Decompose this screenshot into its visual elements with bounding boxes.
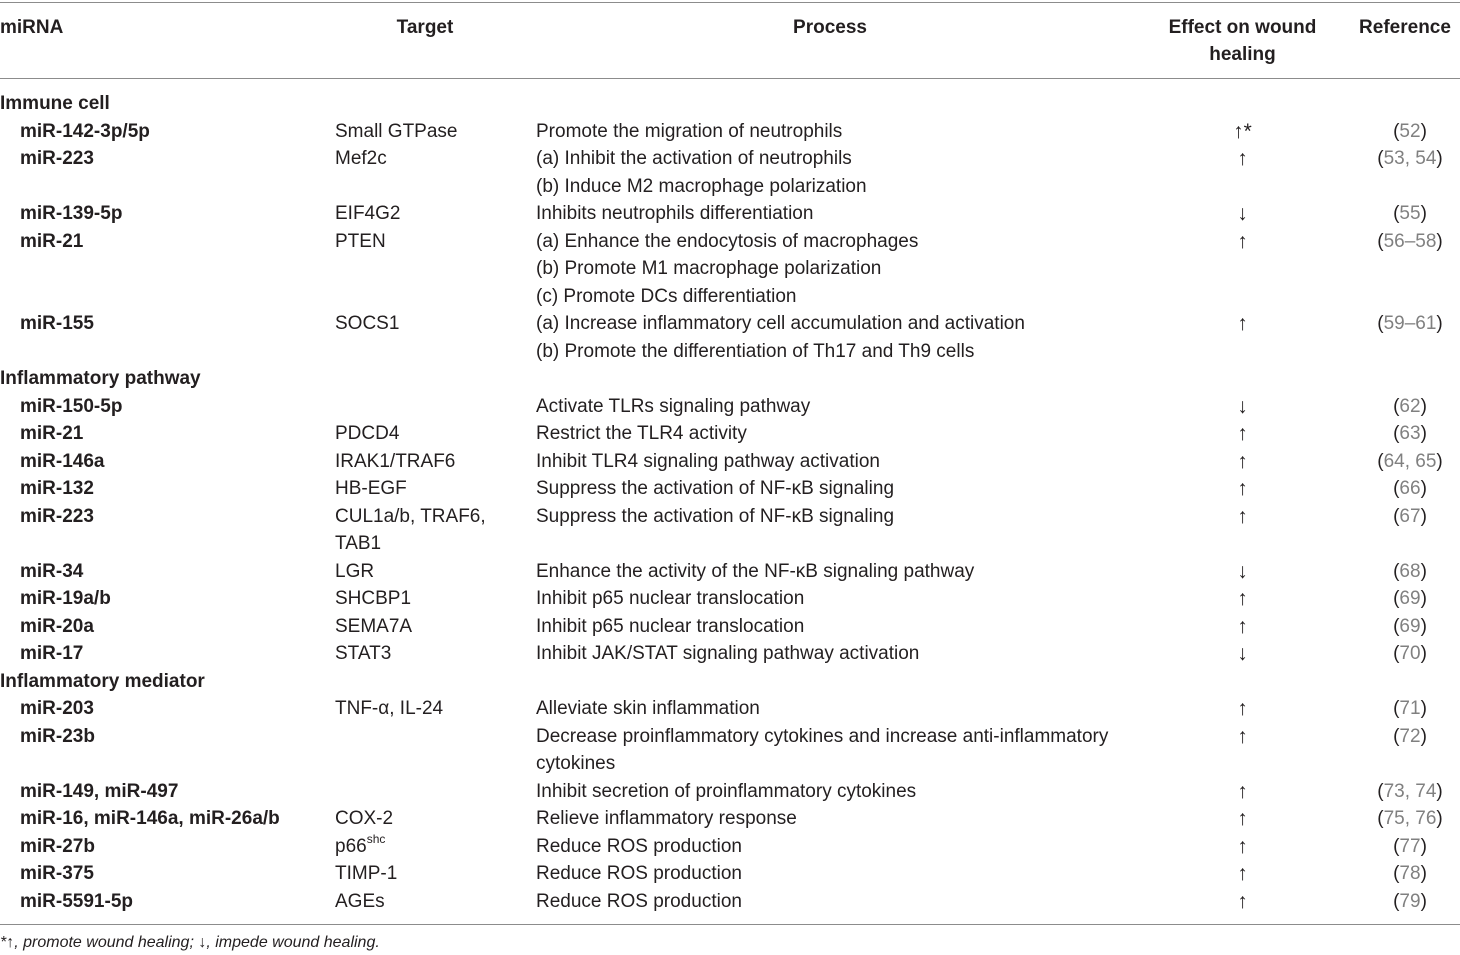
mirna-cell: miR-17 bbox=[20, 643, 84, 664]
table-row bbox=[0, 723, 1460, 751]
header-effect bbox=[1150, 14, 1335, 68]
reference-link[interactable]: 71 bbox=[1399, 698, 1421, 719]
target-text: CUL1a/b, TRAF6, bbox=[335, 505, 486, 527]
reference-link[interactable]: 70 bbox=[1399, 643, 1421, 664]
table-row bbox=[0, 805, 1460, 833]
mirna-cell: miR-27b bbox=[20, 835, 95, 857]
target-cell bbox=[335, 530, 381, 558]
table-bottom-rule bbox=[0, 924, 1460, 925]
target-text: Small GTPase bbox=[335, 120, 458, 142]
target-cell bbox=[335, 558, 374, 586]
reference-link[interactable]: 78 bbox=[1399, 863, 1421, 884]
table-row bbox=[0, 888, 1460, 916]
process-cell: Inhibit secretion of proinflammatory cytokines bbox=[536, 780, 917, 802]
process-cell: (b) Promote the differentiation of Th17 and Th9 cells bbox=[536, 340, 975, 362]
target-cell bbox=[335, 310, 399, 338]
effect-cell: ↑ bbox=[1237, 779, 1248, 803]
effect-cell: ↑ bbox=[1237, 724, 1248, 748]
reference-cell: (63) bbox=[1393, 423, 1427, 444]
effect-cell: ↑ bbox=[1237, 147, 1248, 170]
effect-cell: ↑* bbox=[1233, 119, 1252, 143]
process-cell: Decrease proinflammatory cytokines and increase anti-inflammatory bbox=[536, 725, 1109, 747]
table-row bbox=[0, 228, 1460, 256]
header-target: Target bbox=[396, 17, 454, 38]
target-text: p66 bbox=[335, 835, 367, 857]
target-text: IRAK1/TRAF6 bbox=[335, 450, 456, 472]
table-row bbox=[0, 695, 1460, 723]
target-text: PDCD4 bbox=[335, 423, 400, 444]
process-cell: Suppress the activation of NF-κB signaling bbox=[536, 478, 895, 499]
process-cell: Reduce ROS production bbox=[536, 863, 742, 884]
reference-link[interactable]: 52 bbox=[1399, 120, 1421, 142]
process-cell: (a) Enhance the endocytosis of macrophages bbox=[536, 230, 919, 252]
reference-link[interactable]: 75, 76 bbox=[1383, 808, 1437, 829]
effect-cell: ↑ bbox=[1237, 422, 1248, 445]
target-cell bbox=[335, 118, 457, 146]
table-row bbox=[0, 118, 1460, 146]
reference-link[interactable]: 56–58 bbox=[1383, 230, 1437, 252]
target-text: STAT3 bbox=[335, 643, 392, 664]
process-cell: (c) Promote DCs differentiation bbox=[536, 285, 797, 307]
table-top-rule bbox=[0, 2, 1460, 3]
reference-link[interactable]: 67 bbox=[1399, 505, 1421, 527]
reference-cell: (77) bbox=[1393, 835, 1427, 857]
target-cell bbox=[335, 613, 412, 641]
header-effect-line1: Effect on wound bbox=[1168, 17, 1317, 38]
reference-cell: (68) bbox=[1393, 560, 1427, 582]
reference-link[interactable]: 72 bbox=[1399, 725, 1421, 747]
header-reference: Reference bbox=[1359, 17, 1451, 38]
process-cell: Relieve inflammatory response bbox=[536, 808, 797, 829]
process-cell: Reduce ROS production bbox=[536, 835, 742, 857]
target-cell bbox=[335, 448, 455, 476]
reference-link[interactable]: 77 bbox=[1399, 835, 1421, 857]
table-row-continuation bbox=[0, 750, 1460, 778]
reference-link[interactable]: 53, 54 bbox=[1383, 148, 1437, 169]
table-row bbox=[0, 448, 1460, 476]
process-cell: (b) Promote M1 macrophage polarization bbox=[536, 258, 882, 279]
table-row bbox=[0, 503, 1460, 531]
table-row bbox=[0, 558, 1460, 586]
reference-cell: (75, 76) bbox=[1377, 808, 1443, 829]
target-text: TIMP-1 bbox=[335, 863, 398, 884]
target-cell bbox=[335, 475, 407, 503]
reference-cell: (56–58) bbox=[1377, 230, 1443, 252]
target-cell bbox=[335, 228, 386, 256]
process-cell: Inhibit p65 nuclear translocation bbox=[536, 615, 805, 637]
target-text: Mef2c bbox=[335, 148, 387, 169]
target-cell bbox=[335, 145, 387, 173]
target-cell bbox=[335, 420, 399, 448]
mirna-cell: miR-16, miR-146a, miR-26a/b bbox=[20, 808, 280, 829]
mirna-cell: miR-223 bbox=[20, 505, 94, 527]
reference-link[interactable]: 66 bbox=[1399, 478, 1421, 499]
reference-cell: (59–61) bbox=[1377, 313, 1443, 334]
table-row bbox=[0, 475, 1460, 503]
mirna-cell: miR-149, miR-497 bbox=[20, 780, 179, 802]
section-row bbox=[0, 668, 1460, 696]
table-row-continuation bbox=[0, 338, 1460, 366]
target-cell bbox=[335, 695, 443, 723]
effect-cell: ↑ bbox=[1237, 312, 1248, 335]
mirna-cell: miR-21 bbox=[20, 230, 84, 252]
section-row bbox=[0, 90, 1460, 118]
table-footnote: *↑, promote wound healing; ↓, impede wound healing. bbox=[0, 934, 380, 951]
target-cell bbox=[335, 503, 486, 531]
effect-cell: ↑ bbox=[1237, 449, 1248, 473]
reference-link[interactable]: 63 bbox=[1399, 423, 1421, 444]
table-row-continuation bbox=[0, 173, 1460, 201]
mirna-cell: miR-21 bbox=[20, 423, 84, 444]
process-cell: Promote the migration of neutrophils bbox=[536, 120, 843, 142]
table-row bbox=[0, 585, 1460, 613]
table-row-continuation bbox=[0, 283, 1460, 311]
mirna-cell: miR-132 bbox=[20, 478, 94, 499]
effect-cell: ↑ bbox=[1237, 229, 1248, 253]
reference-cell: (52) bbox=[1393, 120, 1427, 142]
process-cell: Suppress the activation of NF-κB signaling bbox=[536, 505, 895, 527]
table-row bbox=[0, 145, 1460, 173]
target-text: PTEN bbox=[335, 230, 386, 252]
reference-link[interactable]: 59–61 bbox=[1383, 313, 1437, 334]
effect-cell: ↓ bbox=[1237, 642, 1248, 665]
effect-cell: ↓ bbox=[1237, 202, 1248, 225]
mirna-cell: miR-155 bbox=[20, 313, 94, 334]
reference-link[interactable]: 73, 74 bbox=[1383, 780, 1437, 802]
effect-cell: ↑ bbox=[1237, 834, 1248, 858]
reference-link[interactable]: 68 bbox=[1399, 560, 1421, 582]
process-cell: Inhibit p65 nuclear translocation bbox=[536, 588, 805, 609]
target-cell bbox=[335, 833, 385, 861]
reference-cell: (69) bbox=[1393, 588, 1427, 609]
mirna-cell: miR-20a bbox=[20, 615, 94, 637]
mirna-cell: miR-146a bbox=[20, 450, 105, 472]
table-row bbox=[0, 640, 1460, 668]
target-text: SEMA7A bbox=[335, 615, 413, 637]
reference-cell: (73, 74) bbox=[1377, 780, 1443, 802]
reference-cell: (64, 65) bbox=[1377, 450, 1443, 472]
effect-cell: ↑ bbox=[1237, 862, 1248, 885]
table-row bbox=[0, 778, 1460, 806]
header-mirna: miRNA bbox=[0, 17, 64, 38]
table-row bbox=[0, 833, 1460, 861]
target-text: AGEs bbox=[335, 890, 385, 912]
effect-cell: ↑ bbox=[1237, 889, 1248, 913]
reference-cell: (70) bbox=[1393, 643, 1427, 664]
process-cell: Reduce ROS production bbox=[536, 890, 742, 912]
table-row-continuation bbox=[0, 530, 1460, 558]
table-body bbox=[0, 90, 1460, 915]
process-cell: (a) Increase inflammatory cell accumulation and activation bbox=[536, 313, 1025, 334]
process-cell: (b) Induce M2 macrophage polarization bbox=[536, 175, 867, 197]
target-cell bbox=[335, 585, 411, 613]
table-row bbox=[0, 420, 1460, 448]
mirna-cell: miR-34 bbox=[20, 560, 84, 582]
effect-cell: ↑ bbox=[1237, 697, 1248, 720]
table-row bbox=[0, 200, 1460, 228]
target-text: TAB1 bbox=[335, 533, 382, 554]
target-cell bbox=[335, 640, 391, 668]
table-row bbox=[0, 860, 1460, 888]
reference-link[interactable]: 69 bbox=[1399, 615, 1421, 637]
target-text: SOCS1 bbox=[335, 313, 400, 334]
process-cell: Activate TLRs signaling pathway bbox=[536, 395, 811, 417]
process-cell: Enhance the activity of the NF-κB signaling pathway bbox=[536, 560, 975, 582]
section-title: Inflammatory pathway bbox=[0, 368, 201, 389]
process-cell: cytokines bbox=[536, 753, 616, 774]
process-cell: Restrict the TLR4 activity bbox=[536, 423, 747, 444]
section-row bbox=[0, 365, 1460, 393]
section-title: Inflammatory mediator bbox=[0, 670, 205, 692]
mirna-cell: miR-142-3p/5p bbox=[20, 120, 150, 142]
reference-cell: (66) bbox=[1393, 478, 1427, 499]
target-cell bbox=[335, 860, 397, 888]
table-row bbox=[0, 393, 1460, 421]
reference-link[interactable]: 62 bbox=[1399, 395, 1421, 417]
effect-cell: ↑ bbox=[1237, 477, 1248, 500]
reference-cell: (53, 54) bbox=[1377, 148, 1443, 169]
table-row bbox=[0, 613, 1460, 641]
reference-cell: (72) bbox=[1393, 725, 1427, 747]
mirna-cell: miR-150-5p bbox=[20, 395, 123, 417]
section-title: Immune cell bbox=[0, 93, 110, 114]
reference-link[interactable]: 79 bbox=[1399, 890, 1421, 912]
effect-cell: ↓ bbox=[1237, 394, 1248, 418]
mirna-cell: miR-203 bbox=[20, 698, 94, 719]
reference-cell: (79) bbox=[1393, 890, 1427, 912]
reference-cell: (69) bbox=[1393, 615, 1427, 637]
header-rule bbox=[0, 78, 1460, 79]
target-text: COX-2 bbox=[335, 808, 394, 829]
process-cell: (a) Inhibit the activation of neutrophils bbox=[536, 148, 852, 169]
reference-cell: (62) bbox=[1393, 395, 1427, 417]
mirna-cell: miR-23b bbox=[20, 725, 95, 747]
mirna-cell: miR-375 bbox=[20, 863, 94, 884]
target-text: EIF4G2 bbox=[335, 203, 401, 224]
effect-cell: ↑ bbox=[1237, 587, 1248, 610]
mirna-cell: miR-19a/b bbox=[20, 588, 111, 609]
mirna-cell: miR-5591-5p bbox=[20, 890, 133, 912]
mirna-cell: miR-223 bbox=[20, 148, 94, 169]
table-row-continuation bbox=[0, 255, 1460, 283]
header-effect-line2: healing bbox=[1209, 44, 1276, 65]
header-process: Process bbox=[793, 17, 867, 38]
reference-cell: (55) bbox=[1393, 203, 1427, 224]
reference-cell: (78) bbox=[1393, 863, 1427, 884]
reference-link[interactable]: 69 bbox=[1399, 588, 1421, 609]
process-cell: Inhibit JAK/STAT signaling pathway activation bbox=[536, 643, 920, 664]
reference-cell: (71) bbox=[1393, 698, 1427, 719]
effect-cell: ↑ bbox=[1237, 614, 1248, 638]
target-text: SHCBP1 bbox=[335, 588, 412, 609]
reference-cell: (67) bbox=[1393, 505, 1427, 527]
table-row bbox=[0, 310, 1460, 338]
reference-link[interactable]: 64, 65 bbox=[1383, 450, 1437, 472]
target-text: TNF-α, IL-24 bbox=[335, 698, 444, 719]
target-text: HB-EGF bbox=[335, 478, 407, 499]
process-cell: Inhibit TLR4 signaling pathway activation bbox=[536, 450, 880, 472]
target-cell bbox=[335, 200, 400, 228]
effect-cell: ↑ bbox=[1237, 807, 1248, 830]
mirna-cell: miR-139-5p bbox=[20, 203, 123, 224]
effect-cell: ↓ bbox=[1237, 559, 1248, 583]
target-superscript: shc bbox=[366, 832, 386, 847]
target-cell bbox=[335, 805, 393, 833]
process-cell: Alleviate skin inflammation bbox=[536, 698, 760, 719]
target-cell bbox=[335, 888, 385, 916]
reference-link[interactable]: 55 bbox=[1399, 203, 1421, 224]
target-text: LGR bbox=[335, 560, 375, 582]
effect-cell: ↑ bbox=[1237, 504, 1248, 528]
process-cell: Inhibits neutrophils differentiation bbox=[536, 203, 814, 224]
